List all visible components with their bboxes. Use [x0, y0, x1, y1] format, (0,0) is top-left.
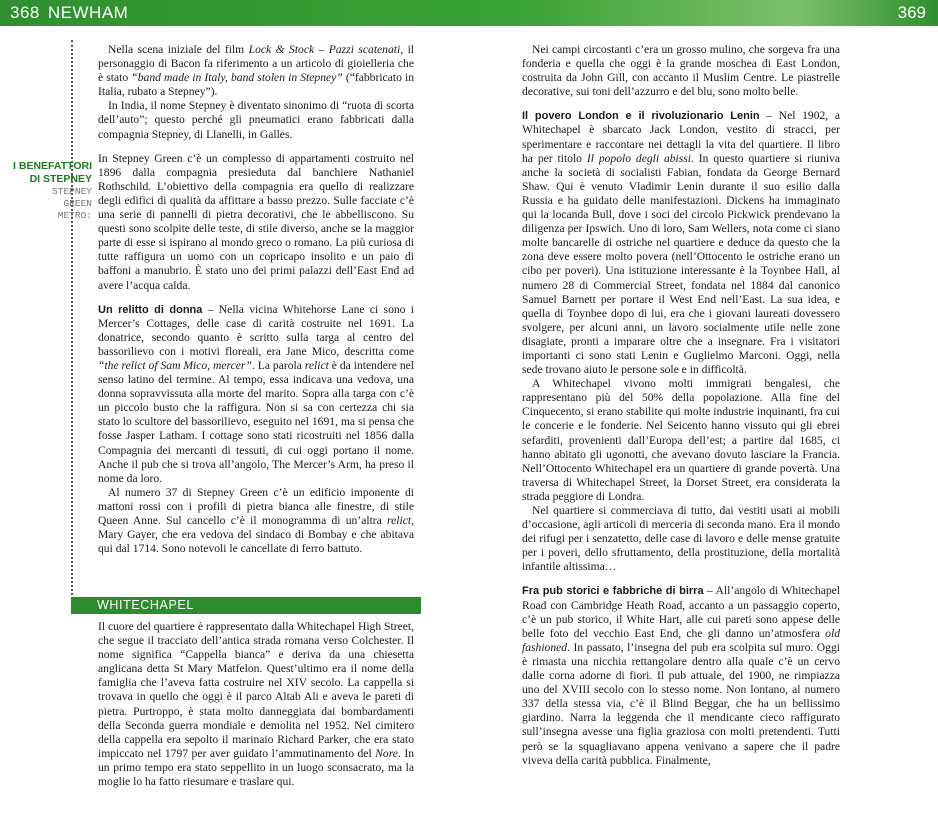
header-bar [0, 0, 938, 26]
ship-name: Nore [375, 746, 398, 760]
paragraph: Nella scena iniziale del film Lock & Stock – Pazzi scatenati, il personaggio di Bacon fa riferimento a un articolo di gioielleria che è stato “band made in Italy, band stolen in Stepney” (“fabbricato in Italia, rubato a Stepney”). [98, 43, 415, 99]
left-column-section [98, 620, 414, 789]
margin-note-meta-3: METRO: [57, 210, 92, 221]
paragraph: Nei campi circostanti c’era un grosso mulino, che sorgeva fra una fonderia e quella che oggi è la grande moschea di East London, costruita da John Gill, con accanto il Muslim Centre. Le piastrelle decorative, sui toni dell’azzurro e del blu, sono molto belle. [522, 43, 840, 99]
right-page-number: 369 [897, 3, 926, 22]
paragraph: In India, il nome Stepney è diventato sinonimo di “ruota di scorta dell’auto”; questo perché gli pneumatici erano fabbricati dalla compagnia Stepney, di Llanelli, in Galles. [98, 99, 414, 141]
margin-dotted-rule [71, 40, 73, 595]
paragraph: In Stepney Green c’è un complesso di appartamenti costruito nel 1896 dalla compagnia presieduta dal banchiere Nathaniel Rothschild. L’obiettivo della compagnia era quello di realizzare degli edifici di qualità da affittare a basso prezzo. Sulle facciate c’è una serie di pannelli di pietra decorativi, che le abbelliscono. Su questi sono scolpite delle teste, di stile diverso, anche se la maggior parte di esse si ispirano al mondo greco o romano. La più curiosa di tutte raffigura un uomo con un copricapo insolito e un paio di baffoni a manubrio. È stato uno dei primi palazzi dell’East End ad avere l’acqua calda. [98, 151, 414, 292]
section-heading-whitechapel: WHITECHAPEL [71, 597, 421, 614]
paragraph: Nel quartiere si commerciava di tutto, dai vestiti usati ai mobili d’occasione, agli articoli di merceria di seconda mano. Era il mondo dei rifugi per i senzatetto, delle case di lavoro e delle mense gratuite per i poveri, dello sfruttamento, della prostituzione, della mortalità infantile altissima… [522, 504, 840, 574]
margin-note [12, 160, 92, 222]
paragraph: Al numero 37 di Stepney Green c’è un edificio imponente di mattoni rossi con i profili di pietra bianca alle finestre, di stile Queen Anne. Sul cancello c’è il monogramma di un’altra relict, Mary Gayer, che era vedova del sindaco di Bombay e che abitava qui dal 1714. Sono notevoli le cancellate di ferro battuto. [98, 485, 414, 556]
run-in-heading: Un relitto di donna [98, 303, 203, 316]
book-title: Il popolo degli abissi [586, 151, 692, 165]
margin-note-meta-1: STEPNEY [52, 186, 92, 197]
left-header-title: NEWHAM [47, 3, 129, 22]
paragraph: A Whitechapel vivono molti immigrati bengalesi, che rappresentano più del 50% della popolazione. Alla fine del Cinquecento, si erano stabilite qui molte industrie inquinanti, fra cui le concerie e le fonderie. Nel Seicento hanno vissuto qui gli ebrei sefarditi, provenienti dall’Europa dell’est; a partire dal 1685, ci hanno abitato gli ugonotti, che avevano dovuto lasciare la Francia. Nell’Ottocento Whitechapel era un quartiere di grande povertà. Una traversa di Whitechapel Street, la Dorset Street, era considerata la strada peggiore di Londra. [522, 377, 840, 503]
paragraph: Un relitto di donna – Nella vicina Whitehorse Lane ci sono i Mercer’s Cottages, delle case di carità costruite nel 1691. La donatrice, secondo quanto è scritto sulla targa al centro del bassorilievo con i motivi floreali, era Jane Mico, descritta come “the relict of Sam Mico, mercer”. La parola relict è da intendere nel senso latino del termine. Al tempo, essa indicava una vedova, una donna sopravvissuta alla morte del marito. Sopra alla targa con c’è un piccolo busto che la raffigura. Non si sa con certezza chi sia stato lo scultore del bassorilievo, eseguito nel 1691, ma si pensa che fosse Jasper Latham. I cottage sono stati ricostruiti nel 1856 dalla Compagnia dei mercanti di tessuti, di cui oggi portano il nome. Anche il pub che si trova all’angolo, The Mercer’s Arm, ha preso il nome da loro. [98, 302, 414, 485]
quote: “the relict of Sam Mico, mercer” [98, 358, 252, 372]
film-title: Lock & Stock – Pazzi scatenati [248, 43, 401, 56]
margin-note-title-2: DI STEPNEY [29, 173, 92, 185]
quote: “band made in Italy, band stolen in Stepney” [131, 71, 343, 85]
left-page-number: 368 [10, 3, 40, 22]
paragraph: Il cuore del quartiere è rappresentato dalla Whitechapel High Street, che segue il tracciato dell’antica strada romana verso Colchester. Il nome significa “Cappella bianca” e deriva da una chiesetta anglicana detta St Mary Matfelon. Quest’ultimo era il nome della famiglia che l’aveva fatta costruire nel XIV secolo. La cappella si trovava in quello che oggi è il parco Altab Ali e aveva le pareti di pietra. Purtroppo, è stata molto danneggiata dai bombardamenti della Seconda guerra mondiale e demolita nel 1952. Nel cimitero della cappella era sepolto il marinaio Richard Parker, che era stato impiccato nel 1797 per aver guidato l’ammutinamento del Nore. In un primo tempo era stato seppellito in un luogo sconsacrato, ma la moglie lo ha fatto riesumare e traslare qui. [98, 620, 414, 789]
run-in-heading: Il povero London e il rivoluzionario Lenin [522, 110, 760, 123]
right-column [522, 43, 840, 768]
margin-note-meta-2: GREEN [63, 198, 92, 209]
margin-note-title-1: I BENEFATTORI [13, 160, 92, 172]
left-running-head [10, 3, 128, 23]
paragraph: Fra pub storici e fabbriche di birra – All’angolo di Whitechapel Road con Cambridge Heath Road, accanto a un passaggio coperto, c’è un pub storico, il White Hart, alle cui pareti sono appese delle belle foto del vecchio East End, che gli danno un’atmosfera old fashioned. In passato, l’insegna del pub era scolpita sul muro. Oggi è rimasta una nicchia rettangolare dentro alla quale c’è un cervo dalle corna adorne di fiori. Il pub attuale, del 1900, ne rimpiazza uno del XVIII secolo con lo stesso nome. Non lontano, al numero 337 della stessa via, c’è il Blind Beggar, che ha un bellissimo giardino. Narra la leggenda che il mendicante cieco raffigurato sull’insegna avesse una figlia graziosa con molti pretendenti. Tutti però se la squagliavano appena venivano a sapere che il padre viveva della carità pubblica. Finalmente, [522, 584, 841, 767]
run-in-heading: Fra pub storici e fabbriche di birra [522, 585, 704, 598]
paragraph: Il povero London e il rivoluzionario Lenin – Nel 1902, a Whitechapel è sbarcato Jack London, vestito di stracci, per sperimentare e raccontare nei dettagli la vita del quartiere. Il libro ha per titolo Il popolo degli abissi. In questo quartiere si riuniva anche la società di socialisti Fabian, fondata da George Bernard Shaw. Qui è venuto Vladimir Lenin durante il suo esilio dalla Russia e ha guidato delle manifestazioni. Dickens ha immaginato qui la locanda Bull, dove i soci del circolo Pickwick prendevano la diligenza per Ipswich. Uno di loro, Sam Wellers, nota come ci siano molte bancarelle di ostriche nel quartiere e deduce da questo che la zona deve essere molto povera (nell’Ottocento le ostriche erano un cibo per poveri). Una istituzione interessante è la Toynbee Hall, al numero 28 di Commercial Street, fondata nel 1884 dal canonico Samuel Barnett per portare il West End nell’East. La sua idea, e quella di Toynbee dopo di lui, era che i giovani laureati dovessero svolgere, per alcuni anni, un lavoro socialmente utile nelle zone disagiate, pronti a imparare oltre che a insegnare. Fra i visitatori importanti ci sono stati Lenin e Guglielmo Marconi. Oggi, nella sede trovano aiuto le persone sole e in difficoltà. [522, 109, 840, 377]
left-column [98, 43, 414, 556]
